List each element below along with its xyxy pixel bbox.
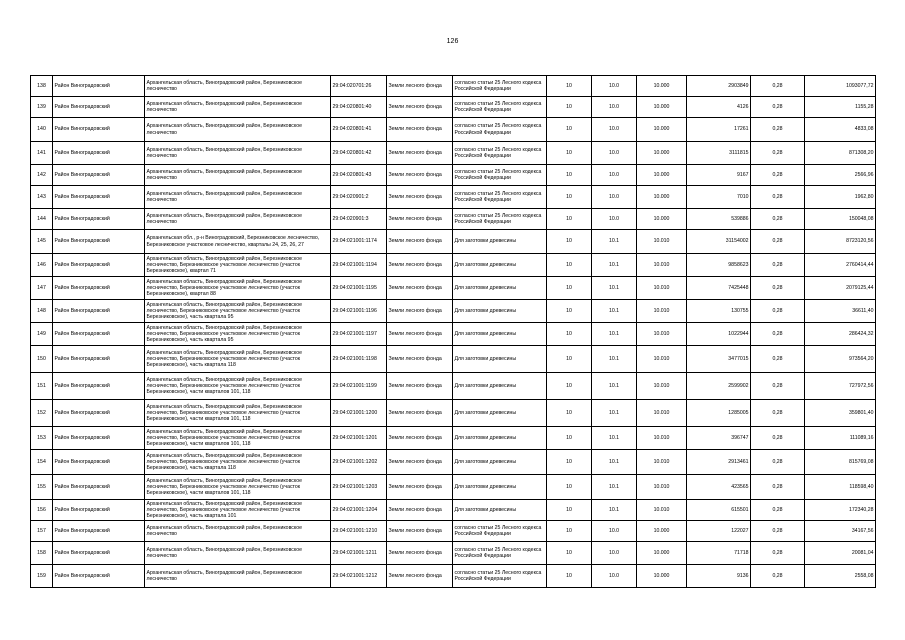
rate-cell: 0,28	[751, 500, 805, 521]
location-cell: Архангельская область, Виноградовский район, Березниковское лесничество, Березниковское участковое лесничество (участок Березниковское), квартал 88	[145, 277, 331, 300]
rate-cell: 0,28	[751, 118, 805, 142]
payment-cell: 2566,96	[805, 165, 876, 186]
value-2-cell: 10.010	[637, 323, 687, 346]
cadastral-value-cell: 17261	[687, 118, 751, 142]
row-number-cell: 140	[31, 118, 53, 142]
land-category-cell: Земли лесного фонда	[387, 323, 453, 346]
payment-cell: 286424,32	[805, 323, 876, 346]
row-number-cell: 148	[31, 300, 53, 323]
table-row	[31, 165, 876, 186]
row-number-cell: 153	[31, 427, 53, 450]
rate-cell: 0,28	[751, 97, 805, 118]
cadastral-number-cell: 29:04:021001:1200	[331, 400, 387, 427]
cadastral-number-cell: 29:04:021001:1203	[331, 475, 387, 500]
cadastral-value-cell: 4126	[687, 97, 751, 118]
cadastral-number-cell: 29:04:021001:1198	[331, 346, 387, 373]
row-number-cell: 155	[31, 475, 53, 500]
rate-cell: 0,28	[751, 542, 805, 565]
cadastral-value-cell: 1285005	[687, 400, 751, 427]
cadastral-number-cell: 29:04:021001:1174	[331, 230, 387, 254]
term-cell: 10	[547, 323, 592, 346]
permitted-use-cell: Для заготовки древесины	[453, 500, 547, 521]
location-cell: Архангельская область, Виноградовский район, Березниковское лесничество	[145, 165, 331, 186]
location-cell: Архангельская область, Виноградовский район, Березниковское лесничество, Березниковское участковое лесничество (участок Березниковское), части кварталов 101, 118	[145, 475, 331, 500]
district-cell: Район Виноградовский	[53, 346, 145, 373]
cadastral-number-cell: 29:04:020901:3	[331, 209, 387, 230]
term-cell: 10	[547, 450, 592, 475]
page-number: 126	[446, 38, 459, 45]
location-cell: Архангельская область, Виноградовский район, Березниковское лесничество, Березниковское участковое лесничество (участок Березниковское), квартал 71	[145, 254, 331, 277]
cadastral-value-cell: 3477015	[687, 346, 751, 373]
payment-cell: 973564,20	[805, 346, 876, 373]
value-2-cell: 10.010	[637, 230, 687, 254]
cadastral-number-cell: 29:04:020801:43	[331, 165, 387, 186]
land-category-cell: Земли лесного фонда	[387, 427, 453, 450]
rate-cell: 0,28	[751, 475, 805, 500]
value-2-cell: 10.010	[637, 500, 687, 521]
row-number-cell: 145	[31, 230, 53, 254]
land-category-cell: Земли лесного фонда	[387, 346, 453, 373]
cadastral-value-cell: 539886	[687, 209, 751, 230]
term-cell: 10	[547, 76, 592, 97]
cadastral-value-cell: 71718	[687, 542, 751, 565]
cadastral-value-cell: 3111815	[687, 142, 751, 165]
permitted-use-cell: согласно статьи 25 Лесного кодекса Российской Федерации	[453, 165, 547, 186]
table-row	[31, 475, 876, 500]
value-2-cell: 10.010	[637, 373, 687, 400]
land-category-cell: Земли лесного фонда	[387, 500, 453, 521]
permitted-use-cell: согласно статьи 25 Лесного кодекса Российской Федерации	[453, 76, 547, 97]
row-number-cell: 146	[31, 254, 53, 277]
payment-cell: 2760414,44	[805, 254, 876, 277]
location-cell: Архангельская область, Виноградовский район, Березниковское лесничество	[145, 209, 331, 230]
rate-cell: 0,28	[751, 186, 805, 209]
cadastral-number-cell: 29:04:021001:1210	[331, 521, 387, 542]
rate-cell: 0,28	[751, 254, 805, 277]
table-row	[31, 142, 876, 165]
value-2-cell: 10.000	[637, 565, 687, 588]
term-cell: 10	[547, 400, 592, 427]
value-2-cell: 10.000	[637, 209, 687, 230]
value-2-cell: 10.010	[637, 300, 687, 323]
payment-cell: 1093077,72	[805, 76, 876, 97]
location-cell: Архангельская область, Виноградовский район, Березниковское лесничество, Березниковское участковое лесничество (участок Березниковское), части кварталов 101, 118	[145, 400, 331, 427]
payment-cell: 871308,20	[805, 142, 876, 165]
land-category-cell: Земли лесного фонда	[387, 230, 453, 254]
cadastral-value-cell: 7425448	[687, 277, 751, 300]
location-cell: Архангельская область, Виноградовский район, Березниковское лесничество	[145, 97, 331, 118]
location-cell: Архангельская область, Виноградовский район, Березниковское лесничество, Березниковское участковое лесничество (участок Березниковское), части кварталов 101, 118	[145, 427, 331, 450]
permitted-use-cell: согласно статьи 25 Лесного кодекса Российской Федерации	[453, 97, 547, 118]
district-cell: Район Виноградовский	[53, 475, 145, 500]
row-number-cell: 159	[31, 565, 53, 588]
table-body	[31, 76, 876, 588]
cadastral-value-cell: 130755	[687, 300, 751, 323]
table-row	[31, 76, 876, 97]
value-1-cell: 10.1	[592, 475, 637, 500]
value-1-cell: 10.1	[592, 346, 637, 373]
rate-cell: 0,28	[751, 277, 805, 300]
row-number-cell: 154	[31, 450, 53, 475]
value-2-cell: 10.010	[637, 346, 687, 373]
land-category-cell: Земли лесного фонда	[387, 165, 453, 186]
permitted-use-cell: Для заготовки древесины	[453, 450, 547, 475]
permitted-use-cell: согласно статьи 25 Лесного кодекса Российской Федерации	[453, 186, 547, 209]
table-row	[31, 427, 876, 450]
value-2-cell: 10.000	[637, 97, 687, 118]
district-cell: Район Виноградовский	[53, 373, 145, 400]
table-row	[31, 186, 876, 209]
payment-cell: 815769,08	[805, 450, 876, 475]
table-row	[31, 118, 876, 142]
district-cell: Район Виноградовский	[53, 400, 145, 427]
district-cell: Район Виноградовский	[53, 500, 145, 521]
value-1-cell: 10.1	[592, 254, 637, 277]
rate-cell: 0,28	[751, 323, 805, 346]
payment-cell: 359801,40	[805, 400, 876, 427]
permitted-use-cell: Для заготовки древесины	[453, 373, 547, 400]
permitted-use-cell: согласно статьи 25 Лесного кодекса Российской Федерации	[453, 521, 547, 542]
cadastral-number-cell: 29:04:021001:1195	[331, 277, 387, 300]
value-1-cell: 10.0	[592, 118, 637, 142]
rate-cell: 0,28	[751, 521, 805, 542]
cadastral-value-cell: 2913461	[687, 450, 751, 475]
value-1-cell: 10.1	[592, 427, 637, 450]
district-cell: Район Виноградовский	[53, 230, 145, 254]
location-cell: Архангельская область, Виноградовский район, Березниковское лесничество	[145, 118, 331, 142]
cadastral-number-cell: 29:04:020801:42	[331, 142, 387, 165]
location-cell: Архангельская область, Виноградовский район, Березниковское лесничество, Березниковское участковое лесничество (участок Березниковское), часть квартала 118	[145, 346, 331, 373]
rate-cell: 0,28	[751, 400, 805, 427]
cadastral-number-cell: 29:04:021001:1202	[331, 450, 387, 475]
cadastral-number-cell: 29:04:020801:40	[331, 97, 387, 118]
cadastral-number-cell: 29:04:021001:1201	[331, 427, 387, 450]
permitted-use-cell: Для заготовки древесины	[453, 277, 547, 300]
land-category-cell: Земли лесного фонда	[387, 142, 453, 165]
value-1-cell: 10.0	[592, 186, 637, 209]
row-number-cell: 151	[31, 373, 53, 400]
table-row	[31, 542, 876, 565]
rate-cell: 0,28	[751, 427, 805, 450]
value-2-cell: 10.000	[637, 142, 687, 165]
term-cell: 10	[547, 300, 592, 323]
payment-cell: 1962,80	[805, 186, 876, 209]
location-cell: Архангельская область, Виноградовский район, Березниковское лесничество	[145, 521, 331, 542]
location-cell: Архангельская область, Виноградовский район, Березниковское лесничество	[145, 186, 331, 209]
term-cell: 10	[547, 565, 592, 588]
term-cell: 10	[547, 500, 592, 521]
payment-cell: 20081,04	[805, 542, 876, 565]
value-1-cell: 10.1	[592, 373, 637, 400]
district-cell: Район Виноградовский	[53, 118, 145, 142]
payment-cell: 8723120,56	[805, 230, 876, 254]
rate-cell: 0,28	[751, 230, 805, 254]
value-2-cell: 10.000	[637, 542, 687, 565]
cadastral-value-cell: 2599902	[687, 373, 751, 400]
cadastral-number-cell: 29:04:020901:2	[331, 186, 387, 209]
value-1-cell: 10.0	[592, 565, 637, 588]
cadastral-value-cell: 1022944	[687, 323, 751, 346]
land-category-cell: Земли лесного фонда	[387, 400, 453, 427]
row-number-cell: 142	[31, 165, 53, 186]
land-category-cell: Земли лесного фонда	[387, 450, 453, 475]
table-row	[31, 373, 876, 400]
permitted-use-cell: согласно статьи 25 Лесного кодекса Российской Федерации	[453, 118, 547, 142]
location-cell: Архангельская область, Виноградовский район, Березниковское лесничество, Березниковское участковое лесничество (участок Березниковское), часть квартала 95	[145, 323, 331, 346]
payment-cell: 111089,16	[805, 427, 876, 450]
payment-cell: 172340,28	[805, 500, 876, 521]
location-cell: Архангельская область, Виноградовский район, Березниковское лесничество	[145, 565, 331, 588]
value-2-cell: 10.000	[637, 118, 687, 142]
cadastral-value-cell: 122027	[687, 521, 751, 542]
land-category-cell: Земли лесного фонда	[387, 565, 453, 588]
table-row	[31, 400, 876, 427]
value-1-cell: 10.0	[592, 142, 637, 165]
land-category-cell: Земли лесного фонда	[387, 97, 453, 118]
row-number-cell: 139	[31, 97, 53, 118]
table-row	[31, 254, 876, 277]
land-category-cell: Земли лесного фонда	[387, 118, 453, 142]
location-cell: Архангельская область, Виноградовский район, Березниковское лесничество, Березниковское участковое лесничество (участок Березниковское), часть квартала 101	[145, 500, 331, 521]
district-cell: Район Виноградовский	[53, 277, 145, 300]
term-cell: 10	[547, 118, 592, 142]
land-category-cell: Земли лесного фонда	[387, 254, 453, 277]
location-cell: Архангельская область, Виноградовский район, Березниковское лесничество	[145, 142, 331, 165]
value-1-cell: 10.0	[592, 209, 637, 230]
table-row	[31, 323, 876, 346]
cadastral-value-cell: 423565	[687, 475, 751, 500]
land-category-cell: Земли лесного фонда	[387, 300, 453, 323]
value-2-cell: 10.000	[637, 521, 687, 542]
value-2-cell: 10.010	[637, 254, 687, 277]
permitted-use-cell: Для заготовки древесины	[453, 346, 547, 373]
value-1-cell: 10.0	[592, 542, 637, 565]
permitted-use-cell: согласно статьи 25 Лесного кодекса Российской Федерации	[453, 209, 547, 230]
term-cell: 10	[547, 97, 592, 118]
payment-cell: 118598,40	[805, 475, 876, 500]
land-plots-table	[30, 75, 876, 588]
value-2-cell: 10.000	[637, 186, 687, 209]
term-cell: 10	[547, 542, 592, 565]
term-cell: 10	[547, 142, 592, 165]
rate-cell: 0,28	[751, 142, 805, 165]
cadastral-number-cell: 29:04:021001:1196	[331, 300, 387, 323]
land-category-cell: Земли лесного фонда	[387, 373, 453, 400]
cadastral-number-cell: 29:04:020701:26	[331, 76, 387, 97]
row-number-cell: 157	[31, 521, 53, 542]
rate-cell: 0,28	[751, 165, 805, 186]
value-1-cell: 10.1	[592, 300, 637, 323]
rate-cell: 0,28	[751, 76, 805, 97]
value-2-cell: 10.010	[637, 450, 687, 475]
cadastral-number-cell: 29:04:021001:1211	[331, 542, 387, 565]
district-cell: Район Виноградовский	[53, 450, 145, 475]
term-cell: 10	[547, 165, 592, 186]
value-2-cell: 10.010	[637, 277, 687, 300]
value-1-cell: 10.1	[592, 277, 637, 300]
location-cell: Архангельская область, Виноградовский район, Березниковское лесничество, Березниковское участковое лесничество (участок Березниковское), части кварталов 101, 118	[145, 373, 331, 400]
table-row	[31, 450, 876, 475]
cadastral-number-cell: 29:04:021001:1204	[331, 500, 387, 521]
land-category-cell: Земли лесного фонда	[387, 542, 453, 565]
row-number-cell: 156	[31, 500, 53, 521]
row-number-cell: 158	[31, 542, 53, 565]
district-cell: Район Виноградовский	[53, 165, 145, 186]
land-category-cell: Земли лесного фонда	[387, 475, 453, 500]
land-category-cell: Земли лесного фонда	[387, 76, 453, 97]
district-cell: Район Виноградовский	[53, 323, 145, 346]
district-cell: Район Виноградовский	[53, 521, 145, 542]
district-cell: Район Виноградовский	[53, 76, 145, 97]
value-1-cell: 10.1	[592, 230, 637, 254]
term-cell: 10	[547, 475, 592, 500]
value-1-cell: 10.0	[592, 76, 637, 97]
rate-cell: 0,28	[751, 373, 805, 400]
cadastral-value-cell: 7010	[687, 186, 751, 209]
row-number-cell: 141	[31, 142, 53, 165]
rate-cell: 0,28	[751, 450, 805, 475]
district-cell: Район Виноградовский	[53, 542, 145, 565]
payment-cell: 727972,56	[805, 373, 876, 400]
permitted-use-cell: согласно статьи 25 Лесного кодекса Российской Федерации	[453, 142, 547, 165]
value-1-cell: 10.0	[592, 521, 637, 542]
row-number-cell: 143	[31, 186, 53, 209]
value-1-cell: 10.0	[592, 97, 637, 118]
permitted-use-cell: Для заготовки древесины	[453, 230, 547, 254]
permitted-use-cell: Для заготовки древесины	[453, 254, 547, 277]
term-cell: 10	[547, 521, 592, 542]
value-2-cell: 10.010	[637, 427, 687, 450]
payment-cell: 1155,28	[805, 97, 876, 118]
value-2-cell: 10.000	[637, 76, 687, 97]
table-row	[31, 300, 876, 323]
location-cell: Архангельская область, Виноградовский район, Березниковское лесничество, Березниковское участковое лесничество (участок Березниковское), часть квартала 118	[145, 450, 331, 475]
cadastral-value-cell: 9136	[687, 565, 751, 588]
payment-cell: 150048,08	[805, 209, 876, 230]
payment-cell: 36611,40	[805, 300, 876, 323]
cadastral-value-cell: 9858623	[687, 254, 751, 277]
cadastral-number-cell: 29:04:020801:41	[331, 118, 387, 142]
term-cell: 10	[547, 254, 592, 277]
cadastral-value-cell: 396747	[687, 427, 751, 450]
table-row	[31, 209, 876, 230]
location-cell: Архангельская область, Виноградовский район, Березниковское лесничество	[145, 542, 331, 565]
permitted-use-cell: Для заготовки древесины	[453, 427, 547, 450]
row-number-cell: 144	[31, 209, 53, 230]
term-cell: 10	[547, 346, 592, 373]
district-cell: Район Виноградовский	[53, 565, 145, 588]
permitted-use-cell: согласно статьи 25 Лесного кодекса Российской Федерации	[453, 542, 547, 565]
cadastral-value-cell: 2903849	[687, 76, 751, 97]
cadastral-value-cell: 31154002	[687, 230, 751, 254]
district-cell: Район Виноградовский	[53, 97, 145, 118]
value-2-cell: 10.000	[637, 165, 687, 186]
permitted-use-cell: согласно статьи 25 Лесного кодекса Российской Федерации	[453, 565, 547, 588]
term-cell: 10	[547, 277, 592, 300]
payment-cell: 34167,56	[805, 521, 876, 542]
land-category-cell: Земли лесного фонда	[387, 186, 453, 209]
table-row	[31, 97, 876, 118]
location-cell: Архангельская область, Виноградовский район, Березниковское лесничество, Березниковское участковое лесничество (участок Березниковское), часть квартала 95	[145, 300, 331, 323]
value-1-cell: 10.1	[592, 323, 637, 346]
permitted-use-cell: Для заготовки древесины	[453, 400, 547, 427]
value-2-cell: 10.010	[637, 400, 687, 427]
location-cell: Архангельская обл., р-н Виноградовский, Березниковское лесничество, Березниковское участковое лесничество, кварталы 24, 25, 26, 27	[145, 230, 331, 254]
rate-cell: 0,28	[751, 565, 805, 588]
district-cell: Район Виноградовский	[53, 427, 145, 450]
row-number-cell: 138	[31, 76, 53, 97]
cadastral-number-cell: 29:04:021001:1194	[331, 254, 387, 277]
district-cell: Район Виноградовский	[53, 186, 145, 209]
table-row	[31, 346, 876, 373]
permitted-use-cell: Для заготовки древесины	[453, 323, 547, 346]
payment-cell: 4833,08	[805, 118, 876, 142]
value-1-cell: 10.1	[592, 450, 637, 475]
row-number-cell: 147	[31, 277, 53, 300]
permitted-use-cell: Для заготовки древесины	[453, 300, 547, 323]
cadastral-value-cell: 9167	[687, 165, 751, 186]
table-row	[31, 500, 876, 521]
value-1-cell: 10.1	[592, 500, 637, 521]
rate-cell: 0,28	[751, 346, 805, 373]
term-cell: 10	[547, 230, 592, 254]
value-2-cell: 10.010	[637, 475, 687, 500]
rate-cell: 0,28	[751, 300, 805, 323]
land-category-cell: Земли лесного фонда	[387, 277, 453, 300]
term-cell: 10	[547, 209, 592, 230]
term-cell: 10	[547, 427, 592, 450]
table-row	[31, 277, 876, 300]
table-row	[31, 230, 876, 254]
district-cell: Район Виноградовский	[53, 254, 145, 277]
table-row	[31, 521, 876, 542]
term-cell: 10	[547, 373, 592, 400]
value-1-cell: 10.0	[592, 165, 637, 186]
row-number-cell: 150	[31, 346, 53, 373]
term-cell: 10	[547, 186, 592, 209]
rate-cell: 0,28	[751, 209, 805, 230]
cadastral-number-cell: 29:04:021001:1212	[331, 565, 387, 588]
payment-cell: 2558,08	[805, 565, 876, 588]
district-cell: Район Виноградовский	[53, 209, 145, 230]
district-cell: Район Виноградовский	[53, 142, 145, 165]
cadastral-number-cell: 29:04:021001:1199	[331, 373, 387, 400]
permitted-use-cell: Для заготовки древесины	[453, 475, 547, 500]
row-number-cell: 152	[31, 400, 53, 427]
value-1-cell: 10.1	[592, 400, 637, 427]
cadastral-value-cell: 615501	[687, 500, 751, 521]
cadastral-number-cell: 29:04:021001:1197	[331, 323, 387, 346]
land-category-cell: Земли лесного фонда	[387, 209, 453, 230]
table-row	[31, 565, 876, 588]
row-number-cell: 149	[31, 323, 53, 346]
payment-cell: 2079125,44	[805, 277, 876, 300]
location-cell: Архангельская область, Виноградовский район, Березниковское лесничество	[145, 76, 331, 97]
land-category-cell: Земли лесного фонда	[387, 521, 453, 542]
district-cell: Район Виноградовский	[53, 300, 145, 323]
